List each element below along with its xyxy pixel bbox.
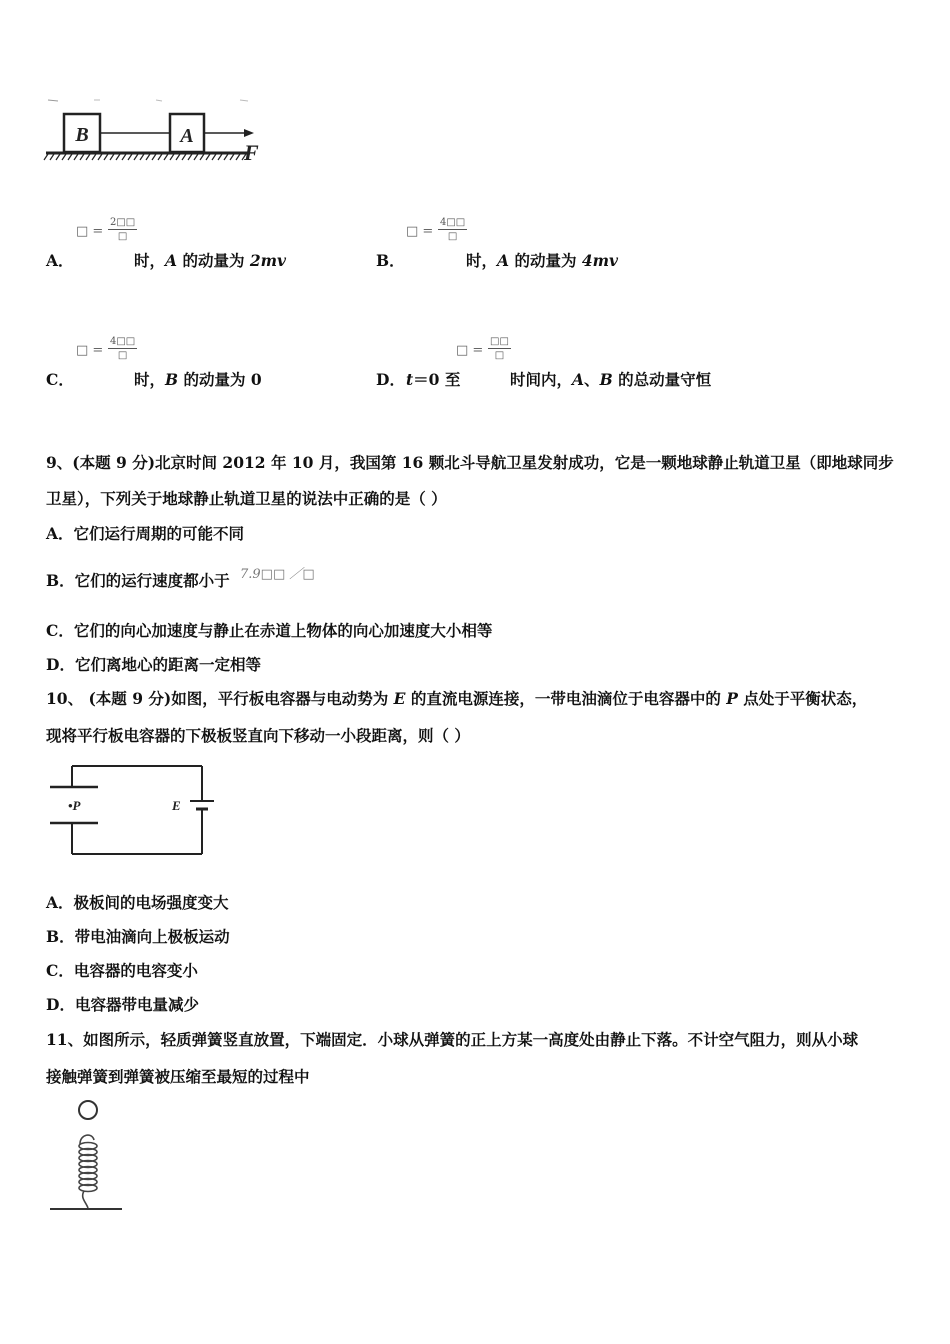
q8-option-d-letter: D． [376, 370, 405, 389]
q8-d-var: A [572, 370, 585, 389]
q10-stem-line1 [46, 687, 867, 709]
q8-option-b-text [466, 249, 618, 271]
q8-b-eq-num: 4□□ [440, 217, 466, 228]
q11-stem-line2: 接触弹簧到弹簧被压缩至最短的过程中 [46, 1067, 310, 1086]
q8-b-pre: 时， [466, 251, 498, 270]
q8-c-eq-frac [108, 337, 137, 361]
q8-d-var2: B [599, 370, 613, 389]
capacitor-circuit-figure [46, 760, 226, 860]
block-b-label: B [75, 124, 89, 146]
q8-b-eq-frac [438, 218, 467, 242]
force-arrow-icon [244, 129, 254, 137]
q10-option-a: A．极板间的电场强度变大 [46, 893, 229, 912]
q8-b-mid: 的动量为 [509, 251, 582, 270]
q10-stem-pre: 10、 (本题 9 分)如图，平行板电容器与电动势为 [46, 689, 394, 708]
q8-option-c-letter: C． [46, 370, 74, 389]
q8-option-b-letter: B． [376, 251, 405, 270]
q8-option-d-text [510, 368, 711, 390]
q8-d-sep: 、 [584, 370, 600, 389]
q10-stem-e: E [393, 689, 406, 708]
blocks-force-figure [44, 96, 264, 176]
q8-d-eq-den: □ [494, 350, 505, 361]
q8-option-c-text [134, 368, 262, 390]
q8-a-pre: 时， [134, 251, 166, 270]
q8-a-var: A [165, 251, 178, 270]
q8-b-eq-den: □ [447, 231, 458, 242]
q8-a-eq-frac [108, 218, 137, 242]
q8-b-val: 4mv [581, 251, 619, 270]
q8-a-eq-num: 2□□ [110, 217, 136, 228]
q8-d-prefix-rest: ＝0 至 [413, 370, 461, 389]
q8-a-eq-lhs: □ = [76, 224, 104, 239]
block-a-label: A [180, 125, 194, 147]
q9-stem-line2: 卫星），下列关于地球静止轨道卫星的说法中正确的是（ ） [46, 489, 447, 508]
q8-d-eq-lhs: □ = [456, 343, 484, 358]
battery-label: E [172, 798, 181, 813]
q10-option-b: B．带电油滴向上极板运动 [46, 927, 230, 946]
q9-option-c: C．它们的向心加速度与静止在赤道上物体的向心加速度大小相等 [46, 621, 493, 640]
q8-c-mid: 的动量为 [178, 370, 251, 389]
q8-c-var: B [165, 370, 179, 389]
q8-a-val: 2mv [249, 251, 287, 270]
q11-stem-line1: 11、如图所示，轻质弹簧竖直放置，下端固定．小球从弹簧的正上方某一高度处由静止下落。不计空气阻力，则从小球 [46, 1030, 859, 1049]
oil-drop-label: •P [68, 798, 81, 813]
q10-stem-post: 点处于平衡状态， [737, 689, 868, 708]
q8-d-eq-frac [488, 337, 511, 361]
q9-option-b: B．它们的运行速度都小于 [46, 571, 230, 590]
q10-stem-mid: 的直流电源连接，一带电油滴位于电容器中的 [405, 689, 727, 708]
q8-d-pre: 时间内， [510, 370, 573, 389]
q9-option-b-formula: 7.9□□ ／□ [240, 567, 315, 582]
spring [79, 1143, 97, 1192]
q8-a-mid: 的动量为 [177, 251, 250, 270]
q8-c-eq-lhs: □ = [76, 343, 104, 358]
q10-option-c: C．电容器的电容变小 [46, 961, 198, 980]
q9-option-d: D．它们离地心的距离一定相等 [46, 655, 261, 674]
q8-b-eq-lhs: □ = [406, 224, 434, 239]
q10-stem-line2: 现将平行板电容器的下极板竖直向下移动一小段距离，则（ ） [46, 726, 470, 745]
q8-option-a-letter: A． [46, 251, 74, 270]
q8-d-eq-num: □□ [490, 336, 509, 347]
q8-a-eq-den: □ [117, 231, 128, 242]
q8-c-eq-num: 4□□ [110, 336, 136, 347]
q8-d-prefix-var: t [406, 370, 414, 389]
q8-c-eq-den: □ [117, 350, 128, 361]
q9-stem-line1: 9、(本题 9 分)北京时间 2012 年 10 月，我国第 16 颗北斗导航卫星发射成功，它是一颗地球静止轨道卫星（即地球同步 [46, 453, 894, 472]
q8-c-pre: 时， [134, 370, 166, 389]
force-label: F [244, 140, 259, 165]
q9-option-a: A．它们运行周期的可能不同 [46, 524, 245, 543]
q10-stem-p: P [726, 689, 738, 708]
ball [79, 1101, 97, 1119]
q8-d-mid: 的总动量守恒 [612, 370, 712, 389]
q8-option-a-text [134, 249, 286, 271]
q8-option-d-prefix [406, 368, 460, 390]
spring-ball-figure [46, 1096, 136, 1216]
q8-b-var: A [497, 251, 510, 270]
q8-c-val: 0 [250, 370, 262, 389]
q10-option-d: D．电容器带电量减少 [46, 995, 199, 1014]
